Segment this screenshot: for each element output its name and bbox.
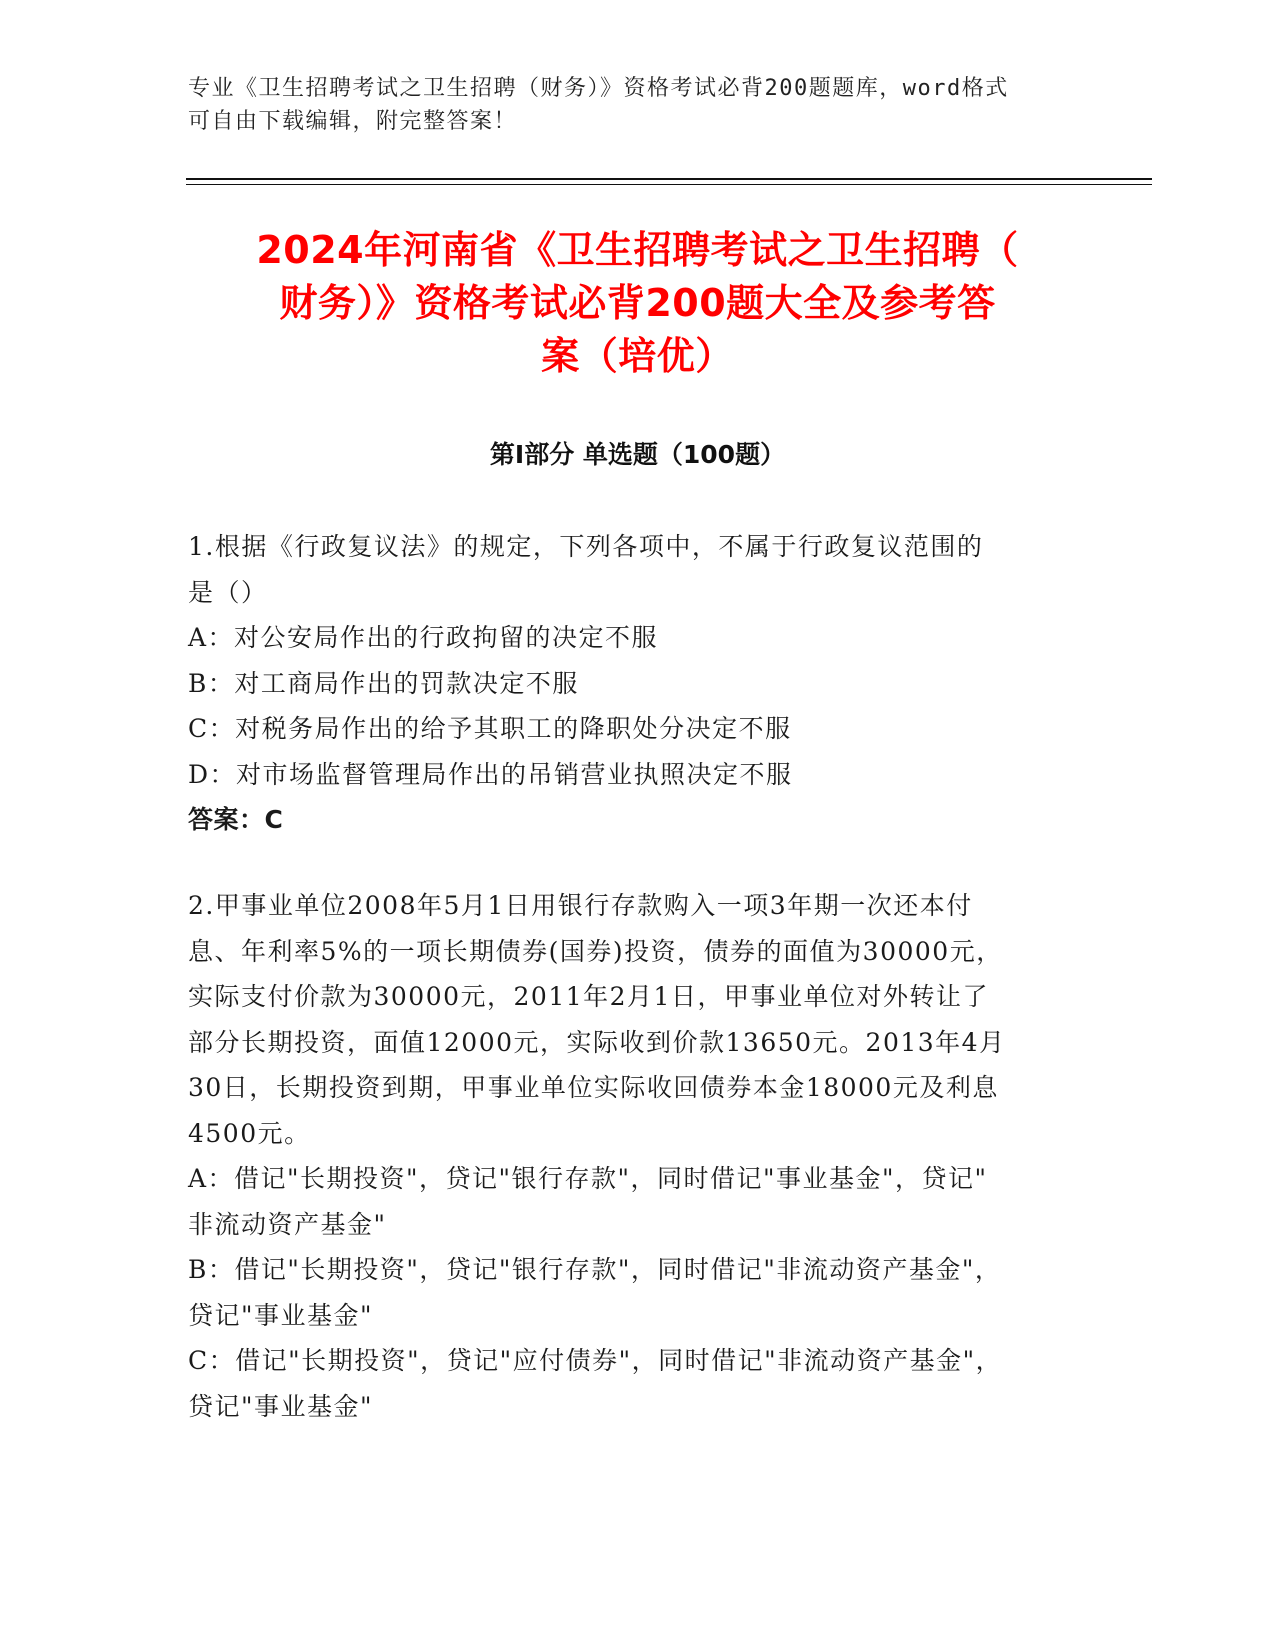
option-c: C：对税务局作出的给予其职工的降职处分决定不服 [188, 714, 792, 743]
question-stem-line: 4500元。 [188, 1118, 311, 1148]
question-stem-line: 是（） [188, 577, 268, 607]
question-stem-line: 1.根据《行政复议法》的规定，下列各项中，不属于行政复议范围的 [188, 532, 984, 561]
option-a: A：对公安局作出的行政拘留的决定不服 [188, 623, 659, 652]
option-b: B：借记"长期投资"，贷记"银行存款"，同时借记"非流动资产基金"， [188, 1255, 1002, 1284]
document-title [180, 224, 1095, 383]
option-c-continued: 贷记"事业基金" [188, 1391, 373, 1421]
header-note-line: 可自由下载编辑，附完整答案！ [188, 109, 518, 134]
question-stem-line: 实际支付价款为30000元，2011年2月1日，甲事业单位对外转让了 [188, 982, 989, 1011]
header-note [188, 72, 1068, 138]
option-b: B：对工商局作出的罚款决定不服 [188, 668, 579, 698]
question-stem-line: 部分长期投资，面值12000元，实际收到价款13650元。2013年4月 [188, 1027, 1006, 1057]
header-divider-thick [186, 178, 1152, 180]
answer-label: 答案：C [188, 805, 284, 834]
title-line: 财务）》资格考试必背200题大全及参考答 [279, 281, 996, 325]
section-heading: 第Ⅰ部分 单选题（100题） [489, 440, 786, 469]
option-a-continued: 非流动资产基金" [188, 1209, 387, 1239]
option-d: D：对市场监督管理局作出的吊销营业执照决定不服 [188, 759, 793, 789]
option-c: C：借记"长期投资"，贷记"应付债券"，同时借记"非流动资产基金"， [188, 1346, 1003, 1375]
question-block [188, 883, 1068, 1429]
question-stem-line: 2.甲事业单位2008年5月1日用银行存款购入一项3年期一次还本付 [188, 891, 973, 920]
header-note-line: 专业《卫生招聘考试之卫生招聘（财务）》资格考试必背200题题库，word格式 [188, 76, 1009, 101]
title-line: 2024年河南省《卫生招聘考试之卫生招聘（ [256, 228, 1019, 272]
question-stem-line: 息、年利率5%的一项长期债券(国券)投资，债券的面值为30000元， [188, 936, 1003, 966]
question-stem-line: 30日，长期投资到期，甲事业单位实际收回债券本金18000元及利息 [188, 1073, 999, 1102]
option-a: A：借记"长期投资"，贷记"银行存款"，同时借记"事业基金"，贷记" [188, 1164, 988, 1193]
question-block [188, 524, 1068, 843]
title-line: 案（培优） [541, 334, 734, 378]
option-b-continued: 贷记"事业基金" [188, 1300, 373, 1330]
header-divider-thin [186, 184, 1152, 185]
